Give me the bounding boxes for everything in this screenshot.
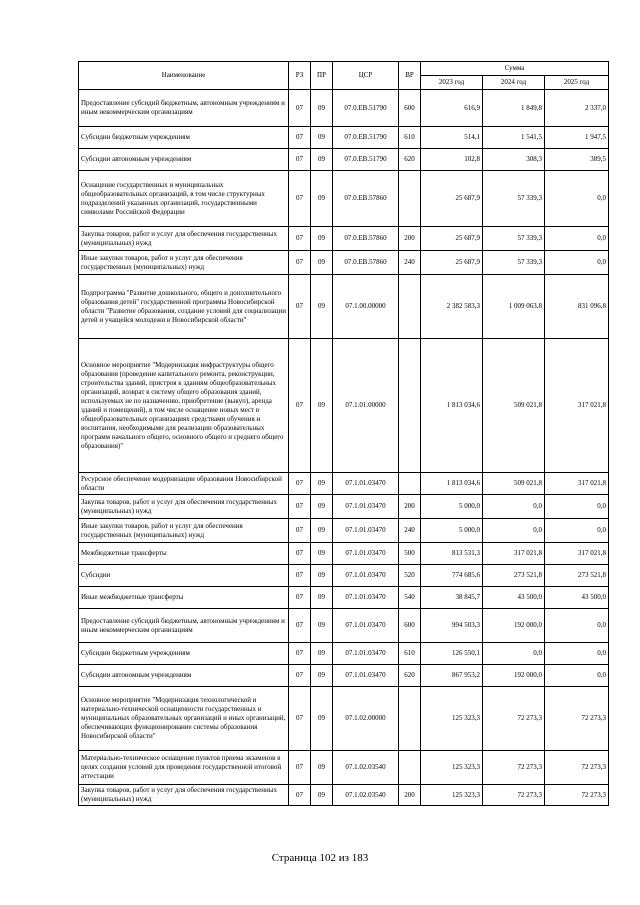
cell-csr: 07.1.02.00000 — [333, 687, 399, 751]
cell-vr — [399, 339, 421, 473]
cell-name: Основное мероприятие "Модернизация технологической и материально-технической оснащенности государственных и муниципальных образовательных организаций и иных организаций, обеспечивающих функционирование системы образования Новосибирской области" — [79, 687, 289, 751]
cell-y2023: 514,1 — [421, 127, 483, 149]
cell-y2023: 25 687,9 — [421, 171, 483, 227]
cell-name: Предоставление субсидий бюджетным, автономным учреждениям и иным некоммерческим организациям — [79, 609, 289, 643]
table-row — [79, 227, 609, 251]
cell-y2024: 72 273,3 — [483, 687, 545, 751]
cell-csr: 07.1.02.03540 — [333, 751, 399, 785]
cell-vr: 500 — [399, 543, 421, 565]
cell-vr: 600 — [399, 609, 421, 643]
cell-pr: 09 — [311, 587, 333, 609]
cell-pr: 09 — [311, 495, 333, 519]
cell-rz: 07 — [289, 275, 311, 339]
cell-vr — [399, 275, 421, 339]
cell-name: Закупка товаров, работ и услуг для обеспечения государственных (муниципальных) нужд — [79, 227, 289, 251]
cell-vr: 600 — [399, 90, 421, 127]
table-row — [79, 127, 609, 149]
cell-rz: 07 — [289, 127, 311, 149]
cell-y2025: 0,0 — [545, 495, 609, 519]
cell-csr: 07.0.EB.57860 — [333, 227, 399, 251]
cell-rz: 07 — [289, 519, 311, 543]
cell-vr: 520 — [399, 565, 421, 587]
cell-y2023: 125 323,3 — [421, 687, 483, 751]
table-row — [79, 751, 609, 785]
cell-rz: 07 — [289, 565, 311, 587]
cell-rz: 07 — [289, 339, 311, 473]
cell-rz: 07 — [289, 227, 311, 251]
cell-y2025: 0,0 — [545, 251, 609, 275]
cell-y2025: 0,0 — [545, 227, 609, 251]
cell-name: Закупка товаров, работ и услуг для обеспечения государственных (муниципальных) нужд — [79, 495, 289, 519]
cell-pr: 09 — [311, 227, 333, 251]
cell-vr — [399, 751, 421, 785]
cell-y2025: 0,0 — [545, 643, 609, 665]
table-row — [79, 473, 609, 495]
header-2025: 2025 год — [545, 76, 609, 90]
cell-pr: 09 — [311, 90, 333, 127]
cell-y2024: 0,0 — [483, 643, 545, 665]
table-row — [79, 519, 609, 543]
cell-y2025: 72 273,3 — [545, 785, 609, 806]
cell-csr: 07.1.01.03470 — [333, 519, 399, 543]
cell-y2023: 774 685,6 — [421, 565, 483, 587]
header-name: Наименование — [79, 62, 289, 90]
cell-rz: 07 — [289, 687, 311, 751]
cell-rz: 07 — [289, 543, 311, 565]
cell-y2024: 317 021,8 — [483, 543, 545, 565]
cell-y2024: 509 021,8 — [483, 339, 545, 473]
cell-y2023: 1 813 034,6 — [421, 473, 483, 495]
cell-name: Подпрограмма "Развитие дошкольного, общего и дополнительного образования детей" государственной программы Новосибирской области "Развитие образования, создание условий для социализации детей и учащейся молодежи в Новосибирской области" — [79, 275, 289, 339]
cell-y2024: 43 500,0 — [483, 587, 545, 609]
cell-name: Иные закупки товаров, работ и услуг для обеспечения государственных (муниципальных) нужд — [79, 251, 289, 275]
cell-csr: 07.1.01.00000 — [333, 339, 399, 473]
cell-csr: 07.1.01.03470 — [333, 495, 399, 519]
cell-vr: 200 — [399, 495, 421, 519]
cell-name: Субсидии бюджетным учреждениям — [79, 643, 289, 665]
cell-rz: 07 — [289, 587, 311, 609]
cell-y2025: 831 096,8 — [545, 275, 609, 339]
cell-y2025: 1 947,5 — [545, 127, 609, 149]
cell-pr: 09 — [311, 609, 333, 643]
table-row — [79, 609, 609, 643]
cell-y2024: 509 021,8 — [483, 473, 545, 495]
cell-pr: 09 — [311, 665, 333, 687]
table-row — [79, 687, 609, 751]
cell-y2023: 25 687,9 — [421, 227, 483, 251]
cell-name: Иные закупки товаров, работ и услуг для обеспечения государственных (муниципальных) нужд — [79, 519, 289, 543]
cell-name: Субсидии бюджетным учреждениям — [79, 127, 289, 149]
cell-csr: 07.1.00.00000 — [333, 275, 399, 339]
budget-table — [78, 61, 609, 806]
table-row — [79, 785, 609, 806]
cell-y2025: 317 021,8 — [545, 543, 609, 565]
cell-y2025: 317 021,8 — [545, 473, 609, 495]
cell-pr: 09 — [311, 543, 333, 565]
cell-y2023: 125 323,3 — [421, 785, 483, 806]
table-row — [79, 543, 609, 565]
cell-vr: 540 — [399, 587, 421, 609]
cell-y2023: 5 000,0 — [421, 495, 483, 519]
cell-rz: 07 — [289, 643, 311, 665]
cell-vr: 240 — [399, 251, 421, 275]
cell-vr: 610 — [399, 643, 421, 665]
table-row — [79, 665, 609, 687]
table-row — [79, 565, 609, 587]
cell-pr: 09 — [311, 251, 333, 275]
cell-pr: 09 — [311, 275, 333, 339]
cell-y2025: 0,0 — [545, 171, 609, 227]
cell-rz: 07 — [289, 785, 311, 806]
cell-name: Субсидии — [79, 565, 289, 587]
cell-y2025: 317 021,8 — [545, 339, 609, 473]
cell-y2024: 1 009 063,8 — [483, 275, 545, 339]
cell-y2023: 813 531,3 — [421, 543, 483, 565]
cell-pr: 09 — [311, 643, 333, 665]
cell-y2023: 5 000,0 — [421, 519, 483, 543]
cell-csr: 07.1.01.03470 — [333, 643, 399, 665]
cell-vr — [399, 473, 421, 495]
cell-name: Материально-техническое оснащение пунктов приема экзаменов в целях создания условий для проведения государственной итоговой аттестации — [79, 751, 289, 785]
cell-y2025: 72 273,3 — [545, 687, 609, 751]
cell-y2023: 25 687,9 — [421, 251, 483, 275]
cell-vr: 200 — [399, 227, 421, 251]
header-2023: 2023 год — [421, 76, 483, 90]
cell-vr — [399, 687, 421, 751]
cell-y2024: 1 541,5 — [483, 127, 545, 149]
table-row — [79, 90, 609, 127]
cell-rz: 07 — [289, 473, 311, 495]
cell-pr: 09 — [311, 751, 333, 785]
cell-y2024: 192 000,0 — [483, 609, 545, 643]
cell-csr: 07.0.EB.57860 — [333, 251, 399, 275]
cell-name: Оснащение государственных и муниципальных общеобразовательных организаций, в том числе структурных подразделений указанных организаций, государственными символами Российской Федерации — [79, 171, 289, 227]
table-row — [79, 275, 609, 339]
cell-y2025: 0,0 — [545, 665, 609, 687]
cell-rz: 07 — [289, 665, 311, 687]
cell-rz: 07 — [289, 495, 311, 519]
cell-pr: 09 — [311, 519, 333, 543]
table-body — [79, 90, 609, 806]
cell-csr: 07.1.01.03470 — [333, 473, 399, 495]
header-rz: РЗ — [289, 62, 311, 90]
cell-y2023: 1 813 034,6 — [421, 339, 483, 473]
header-csr: ЦСР — [333, 62, 399, 90]
table-row — [79, 495, 609, 519]
cell-csr: 07.0.EB.51790 — [333, 90, 399, 127]
cell-name: Субсидии автономным учреждениям — [79, 149, 289, 171]
header-2024: 2024 год — [483, 76, 545, 90]
cell-rz: 07 — [289, 90, 311, 127]
cell-csr: 07.0.EB.57860 — [333, 171, 399, 227]
header-vr: ВР — [399, 62, 421, 90]
cell-csr: 07.0.EB.51790 — [333, 127, 399, 149]
cell-vr: 610 — [399, 127, 421, 149]
cell-name: Субсидии автономным учреждениям — [79, 665, 289, 687]
cell-rz: 07 — [289, 751, 311, 785]
header-sum: Сумма — [421, 62, 609, 76]
cell-y2024: 72 273,3 — [483, 751, 545, 785]
cell-y2025: 0,0 — [545, 519, 609, 543]
cell-y2025: 2 337,0 — [545, 90, 609, 127]
cell-rz: 07 — [289, 609, 311, 643]
cell-y2023: 616,9 — [421, 90, 483, 127]
cell-y2025: 389,5 — [545, 149, 609, 171]
cell-name: Предоставление субсидий бюджетным, автономным учреждениям и иным некоммерческим организациям — [79, 90, 289, 127]
cell-y2024: 308,3 — [483, 149, 545, 171]
cell-csr: 07.1.01.03470 — [333, 665, 399, 687]
cell-y2023: 994 503,3 — [421, 609, 483, 643]
cell-y2024: 0,0 — [483, 519, 545, 543]
cell-vr: 200 — [399, 785, 421, 806]
cell-pr: 09 — [311, 687, 333, 751]
cell-pr: 09 — [311, 565, 333, 587]
cell-vr: 620 — [399, 149, 421, 171]
cell-pr: 09 — [311, 473, 333, 495]
cell-name: Ресурсное обеспечение модернизации образования Новосибирской области — [79, 473, 289, 495]
cell-rz: 07 — [289, 149, 311, 171]
table-row — [79, 251, 609, 275]
cell-pr: 09 — [311, 149, 333, 171]
cell-csr: 07.0.EB.51790 — [333, 149, 399, 171]
cell-vr: 240 — [399, 519, 421, 543]
cell-y2025: 273 521,8 — [545, 565, 609, 587]
cell-csr: 07.1.01.03470 — [333, 609, 399, 643]
table-row — [79, 149, 609, 171]
table-row — [79, 339, 609, 473]
cell-csr: 07.1.01.03470 — [333, 543, 399, 565]
header-pr: ПР — [311, 62, 333, 90]
cell-y2024: 57 339,3 — [483, 171, 545, 227]
cell-pr: 09 — [311, 171, 333, 227]
cell-vr: 620 — [399, 665, 421, 687]
cell-rz: 07 — [289, 251, 311, 275]
cell-vr — [399, 171, 421, 227]
cell-y2024: 273 521,8 — [483, 565, 545, 587]
cell-y2023: 2 382 583,3 — [421, 275, 483, 339]
cell-y2024: 72 273,3 — [483, 785, 545, 806]
cell-y2024: 1 849,8 — [483, 90, 545, 127]
cell-name: Иные межбюджетные трансферты — [79, 587, 289, 609]
cell-csr: 07.1.01.03470 — [333, 565, 399, 587]
cell-rz: 07 — [289, 171, 311, 227]
cell-csr: 07.1.02.03540 — [333, 785, 399, 806]
cell-y2025: 72 273,3 — [545, 751, 609, 785]
cell-name: Основное мероприятие "Модернизация инфраструктуры общего образования (проведение капитального ремонта, реконструкции, строительства зданий, пристроя к зданиям общеобразовательных организаций, возврат в систему общего образования зданий, используемых не по назначению, приобретение (выкуп), аренда зданий и помещений), в том числе оснащение новых мест в общеобразовательных организациях средствами обучения и воспитания, необходимыми для реализации образовательных программ начального общего, основного общего и среднего общего образования)" — [79, 339, 289, 473]
cell-y2023: 38 845,7 — [421, 587, 483, 609]
cell-y2023: 126 550,1 — [421, 643, 483, 665]
cell-name: Закупка товаров, работ и услуг для обеспечения государственных (муниципальных) нужд — [79, 785, 289, 806]
cell-pr: 09 — [311, 339, 333, 473]
cell-y2025: 0,0 — [545, 609, 609, 643]
cell-y2024: 192 000,0 — [483, 665, 545, 687]
table-row — [79, 171, 609, 227]
page-number: Страница 102 из 183 — [271, 852, 369, 864]
cell-y2024: 57 339,3 — [483, 251, 545, 275]
cell-pr: 09 — [311, 785, 333, 806]
table-header — [79, 62, 609, 90]
cell-name: Межбюджетные трансферты — [79, 543, 289, 565]
cell-y2023: 102,8 — [421, 149, 483, 171]
cell-pr: 09 — [311, 127, 333, 149]
table-row — [79, 643, 609, 665]
cell-y2024: 0,0 — [483, 495, 545, 519]
cell-csr: 07.1.01.03470 — [333, 587, 399, 609]
cell-y2024: 57 339,3 — [483, 227, 545, 251]
cell-y2023: 125 323,3 — [421, 751, 483, 785]
cell-y2025: 43 500,0 — [545, 587, 609, 609]
cell-y2023: 867 953,2 — [421, 665, 483, 687]
table-row — [79, 587, 609, 609]
